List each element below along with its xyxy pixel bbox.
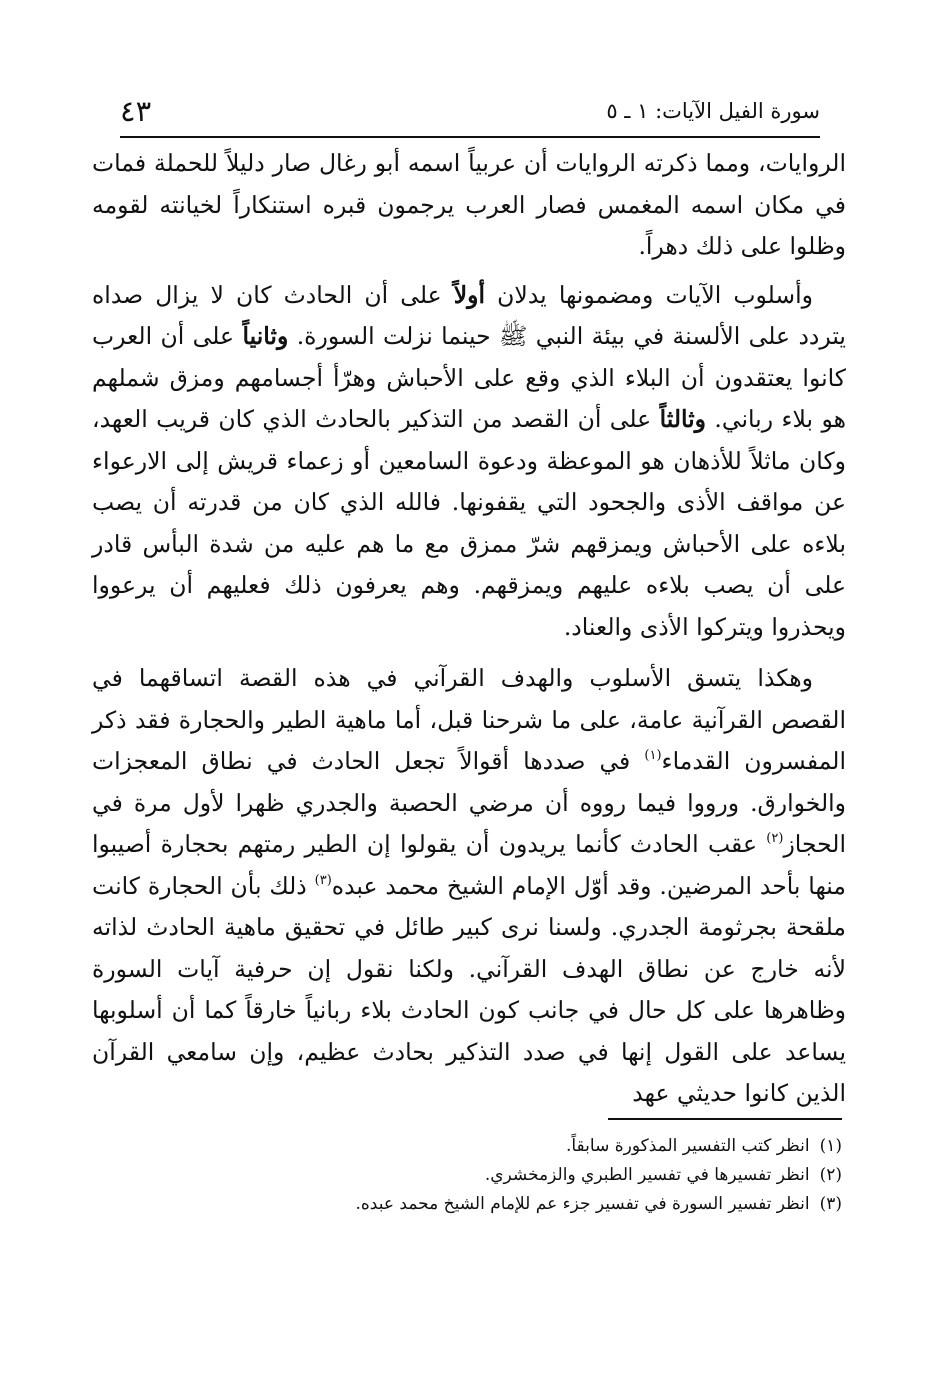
paragraph-2 <box>92 275 846 649</box>
paragraph-2-part-2: على أن الحادث كان لا يزال صداه يتردد على الألسنة في بيئة النبي ﷺ حينما نزلت السورة. <box>92 280 846 350</box>
footnote-ref-3[interactable]: (٣) <box>314 872 332 888</box>
footnote-number: (١) <box>819 1136 842 1156</box>
paragraph-3-part-1: وهكذا يتسق الأسلوب والهدف القرآني في هذه القصة اتساقهما في القصص القرآنية عامة، على ما شرحنا قبل، أما ماهية الطير والحجارة فقد ذكر المفسرون القدماء <box>92 664 846 775</box>
footnote-1 <box>92 1132 842 1161</box>
running-title: سورة الفيل الآيات: ١ ـ ٥ <box>606 99 820 123</box>
footnote-3 <box>92 1190 842 1219</box>
paragraph-2-part-1: وأسلوب الآيات ومضمونها يدلان <box>497 280 813 309</box>
paragraph-2-part-3: على أن العرب كانوا يعتقدون أن البلاء الذي وقع على الأحباش وهرّأ أجسامهم ومزق شملهم هو بلاء رباني. <box>92 322 846 433</box>
footnote-number: (٢) <box>819 1165 842 1185</box>
footnote-2 <box>92 1161 842 1190</box>
footnote-text: انظر تفسيرها في تفسير الطبري والزمخشري. <box>484 1165 810 1185</box>
footnote-ref-1[interactable]: (١) <box>644 748 662 763</box>
paragraph-3-part-4: ذلك بأن الحجارة كانت ملقحة بجرثومة الجدري. ولسنا نرى كبير طائل في تحقيق ماهية الحادث لذاته لأنه خارج عن نطاق الهدف القرآني. ولكنا نقول إن حرفية آيات السورة وظاهرها على كل حال في جانب كون الحادث بلاء ربانياً خارقاً كما أن أسلوبها يساعد على القول إنها في صدد التذكير بحادث عظيم، وإن سامعي القرآن الذين كانوا حديثي عهد <box>92 871 846 1107</box>
footnotes <box>92 1132 842 1219</box>
main-text <box>92 143 846 1115</box>
paragraph-3 <box>92 658 846 1115</box>
footnote-divider <box>608 1118 842 1120</box>
paragraph-3-part-3: عقب الحادث كأنما يريدون أن يقولوا إن الطير رمتهم بحجارة أصيبوا منها بأحد المرضين. وقد أوّل الإمام الشيخ محمد عبده <box>92 830 846 900</box>
footnote-text: انظر كتب التفسير المذكورة سابقاً. <box>565 1136 810 1156</box>
running-header <box>120 92 820 138</box>
paragraph-3-part-2: في صددها أقوالاً تجعل الحادث في نطاق المعجزات والخوارق. ورووا فيما رووه أن مرضي الحصبة والجدري ظهرا لأول مرة في الحجاز <box>92 747 846 858</box>
footnote-text: انظر تفسير السورة في تفسير جزء عم للإمام الشيخ محمد عبده. <box>355 1194 810 1214</box>
lead-word-second: وثانياً <box>242 322 289 350</box>
paragraph-2-part-4: على أن القصد من التذكير بالحادث الذي كان قريب العهد، وكان ماثلاً للأذهان هو الموعظة ودعوة السامعين أو زعماء قريش إلى الارعواء عن مواقف الأذى والجحود التي يقفونها. فالله الذي كان من قدرته أن يصب بلاءه على الأحباش ويمزقهم شرّ ممزق مع ما هم عليه من شدة البأس قادر على أن يصب بلاءه عليهم ويمزقهم. وهم يعرفون ذلك فعليهم أن يرعووا ويحذروا ويتركوا الأذى والعناد. <box>92 405 846 641</box>
footnote-ref-2[interactable]: (٢) <box>766 831 784 846</box>
page-number: ٤٣ <box>120 94 152 128</box>
paragraph-1: الروايات، ومما ذكرته الروايات أن عربياً اسمه أبو رغال صار دليلاً للحملة فمات في مكان اسمه المغمس فصار العرب يرجمون قبره استنكاراً لخيانته لقومه وظلوا على ذلك دهراً. <box>92 149 846 260</box>
footnote-number: (٣) <box>819 1194 842 1214</box>
lead-word-first: أولاً <box>453 280 486 309</box>
lead-word-third: وثالثاً <box>659 405 707 433</box>
